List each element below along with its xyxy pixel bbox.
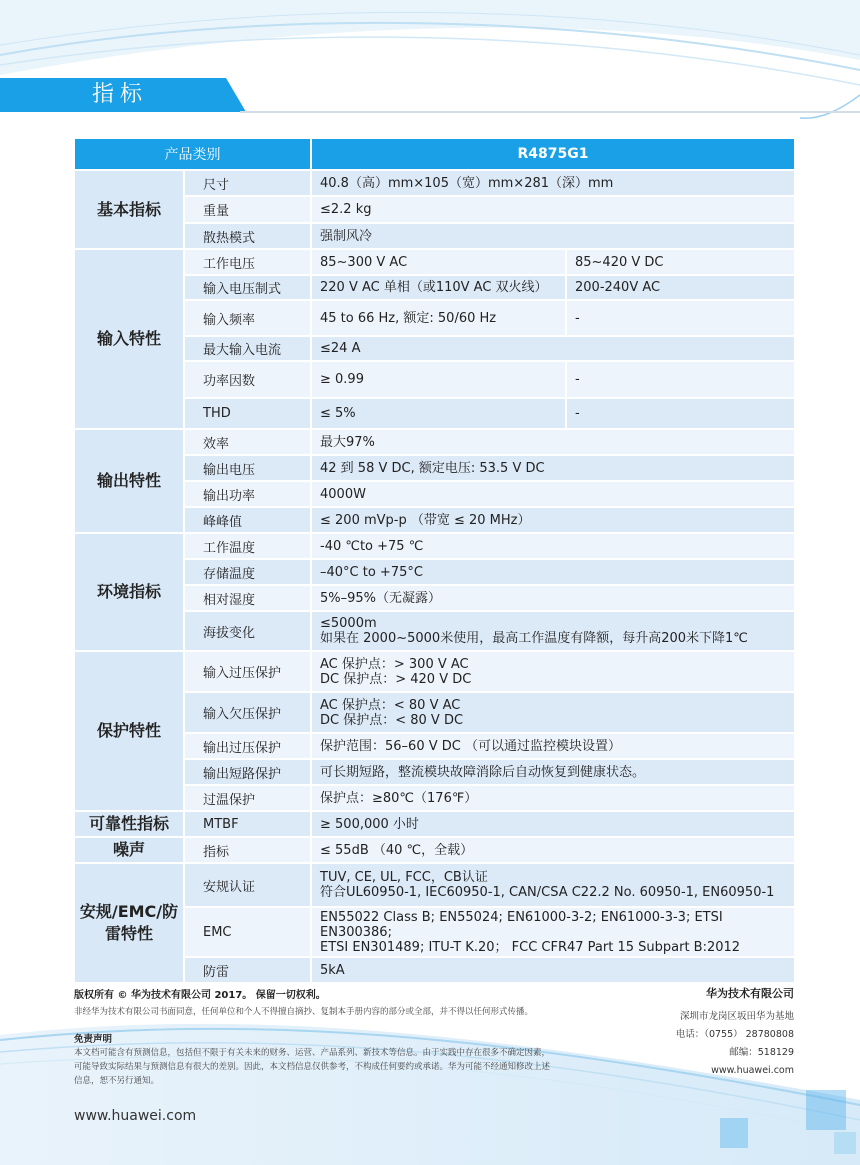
spec-value bbox=[311, 651, 795, 692]
section-title: 指标 bbox=[92, 82, 149, 107]
spec-value-line: DC 保护点：> 420 V DC bbox=[320, 671, 472, 687]
spec-item: 过温保护 bbox=[184, 785, 311, 811]
spec-item: 安规认证 bbox=[184, 863, 311, 907]
spec-value-line: ≤2.2 kg bbox=[320, 202, 372, 217]
spec-item: 防雷 bbox=[184, 957, 311, 983]
spec-value bbox=[311, 481, 795, 507]
spec-value bbox=[311, 361, 566, 398]
spec-item: MTBF bbox=[184, 811, 311, 837]
spec-value-line: -40 ℃to +75 ℃ bbox=[320, 538, 424, 554]
spec-value-line: 5kA bbox=[320, 962, 345, 978]
spec-value bbox=[311, 533, 795, 559]
spec-value bbox=[311, 863, 795, 907]
spec-item: 峰峰值 bbox=[184, 507, 311, 533]
spec-value-line: ETSI EN301489; ITU-T K.20； FCC CFR47 Part 15 Subpart B:2012 bbox=[320, 939, 741, 955]
category-label: 环境指标 bbox=[74, 533, 184, 651]
table-row bbox=[74, 837, 795, 863]
spec-value-line: EN55022 Class B; EN55024; EN61000-3-2; EN61000-3-3; ETSI EN300386; bbox=[320, 909, 723, 940]
company-name: 华为技术有限公司 bbox=[706, 987, 794, 1000]
spec-value bbox=[311, 759, 795, 785]
disclaimer-line: 本文档可能含有预测信息，包括但不限于有关未来的财务、运营、产品系列、新技术等信息。由于实践中存在很多不确定因素， bbox=[74, 1048, 551, 1058]
table-row bbox=[74, 863, 795, 907]
spec-value-line: 42 到 58 V DC, 额定电压: 53.5 V DC bbox=[320, 460, 545, 476]
spec-value bbox=[311, 907, 795, 957]
spec-item: 相对湿度 bbox=[184, 585, 311, 611]
spec-value bbox=[311, 559, 795, 585]
disclaimer-title: 免责声明 bbox=[74, 1034, 113, 1045]
spec-table-header bbox=[74, 138, 795, 170]
spec-item: THD bbox=[184, 398, 311, 429]
spec-item: 输入过压保护 bbox=[184, 651, 311, 692]
spec-value-line: ≤ 55dB （40 ℃，全载） bbox=[320, 842, 474, 858]
company-website[interactable]: www.huawei.com bbox=[711, 1065, 794, 1076]
spec-value bbox=[311, 300, 566, 336]
spec-value bbox=[311, 275, 566, 300]
disclaimer-line: 可能导致实际结果与预测信息有很大的差别。因此，本文档信息仅供参考，不构成任何要约或承诺。华为可能不经通知修改上述 bbox=[74, 1062, 551, 1072]
category-label: 可靠性指标 bbox=[74, 811, 184, 837]
spec-value bbox=[311, 398, 566, 429]
spec-value-line: 最大97% bbox=[320, 434, 375, 450]
spec-item: 输出电压 bbox=[184, 455, 311, 481]
spec-item: 输出短路保护 bbox=[184, 759, 311, 785]
disclaimer-line: 信息，恕不另行通知。 bbox=[74, 1076, 160, 1086]
spec-value-line: 可长期短路，整流模块故障消除后自动恢复到健康状态。 bbox=[320, 764, 646, 780]
table-row bbox=[74, 170, 795, 196]
spec-value-line: 85~300 V AC bbox=[320, 254, 408, 270]
spec-item: 海拔变化 bbox=[184, 611, 311, 651]
spec-value-line: ≤5000m bbox=[320, 616, 377, 631]
spec-value-alt: - bbox=[566, 300, 795, 336]
company-contact bbox=[676, 1008, 794, 1080]
spec-value-alt: 85~420 V DC bbox=[566, 249, 795, 275]
spec-value-line: 220 V AC 单相（或110V AC 双火线） bbox=[320, 280, 548, 295]
spec-value bbox=[311, 957, 795, 983]
spec-item: EMC bbox=[184, 907, 311, 957]
spec-value-line: DC 保护点：< 80 V DC bbox=[320, 712, 464, 728]
spec-value bbox=[311, 223, 795, 249]
category-label: 输入特性 bbox=[74, 249, 184, 429]
spec-item: 工作电压 bbox=[184, 249, 311, 275]
spec-value bbox=[311, 507, 795, 533]
spec-value bbox=[311, 692, 795, 733]
spec-value-line: AC 保护点：> 300 V AC bbox=[320, 656, 469, 672]
spec-value-line: AC 保护点：< 80 V AC bbox=[320, 697, 461, 713]
spec-item: 最大输入电流 bbox=[184, 336, 311, 361]
spec-item: 工作温度 bbox=[184, 533, 311, 559]
spec-item: 存储温度 bbox=[184, 559, 311, 585]
spec-table-body bbox=[74, 170, 795, 983]
spec-value-line: 4000W bbox=[320, 486, 366, 502]
category-label: 输出特性 bbox=[74, 429, 184, 533]
table-row bbox=[74, 533, 795, 559]
spec-value-line: TUV, CE, UL, FCC，CB认证 bbox=[320, 870, 488, 885]
spec-item: 效率 bbox=[184, 429, 311, 455]
spec-item: 重量 bbox=[184, 196, 311, 223]
spec-value-line: 强制风冷 bbox=[320, 228, 373, 244]
spec-value-line: 45 to 66 Hz, 额定: 50/60 Hz bbox=[320, 310, 497, 326]
spec-value bbox=[311, 455, 795, 481]
spec-value bbox=[311, 585, 795, 611]
spec-value-line: 符合UL60950-1, IEC60950-1, CAN/CSA C22.2 No. 60950-1, EN60950-1 bbox=[320, 885, 775, 900]
spec-value-line: 5%–95%（无凝露） bbox=[320, 590, 442, 606]
category-label: 保护特性 bbox=[74, 651, 184, 811]
spec-value bbox=[311, 249, 566, 275]
website-link[interactable]: www.huawei.com bbox=[74, 1108, 197, 1124]
spec-value-line: –40°C to +75°C bbox=[320, 564, 423, 580]
spec-item: 功率因数 bbox=[184, 361, 311, 398]
disclaimer-text bbox=[74, 1046, 614, 1088]
spec-value-alt: - bbox=[566, 398, 795, 429]
table-row bbox=[74, 429, 795, 455]
spec-value bbox=[311, 196, 795, 223]
spec-value bbox=[311, 429, 795, 455]
section-title-divider bbox=[240, 111, 860, 113]
category-label: 基本指标 bbox=[74, 170, 184, 249]
spec-item: 输出过压保护 bbox=[184, 733, 311, 759]
spec-value-line: 如果在 2000~5000米使用，最高工作温度有降额，每升高200米下降1℃ bbox=[320, 631, 748, 646]
spec-item: 散热模式 bbox=[184, 223, 311, 249]
spec-item: 尺寸 bbox=[184, 170, 311, 196]
spec-value bbox=[311, 170, 795, 196]
spec-value bbox=[311, 811, 795, 837]
table-row bbox=[74, 811, 795, 837]
spec-item: 输入电压制式 bbox=[184, 275, 311, 300]
spec-value-line: 40.8（高）mm×105（宽）mm×281（深）mm bbox=[320, 175, 614, 191]
spec-item: 输入欠压保护 bbox=[184, 692, 311, 733]
spec-value-alt: - bbox=[566, 361, 795, 398]
table-row bbox=[74, 651, 795, 692]
spec-item: 输出功率 bbox=[184, 481, 311, 507]
spec-item: 输入频率 bbox=[184, 300, 311, 336]
spec-value bbox=[311, 785, 795, 811]
spec-value-line: ≤ 5% bbox=[320, 406, 356, 421]
copy-notice: 非经华为技术有限公司书面同意，任何单位和个人不得擅自摘抄、复制本手册内容的部分或全部，并不得以任何形式传播。 bbox=[74, 1007, 534, 1017]
spec-value-line: 保护范围：56–60 V DC （可以通过监控模块设置） bbox=[320, 738, 621, 754]
company-phone: 电话：（0755） 28780808 bbox=[675, 1029, 794, 1040]
spec-value-line: ≤24 A bbox=[320, 341, 361, 356]
company-postcode: 邮编：518129 bbox=[729, 1047, 794, 1058]
copyright: 版权所有 © 华为技术有限公司 2017。 保留一切权利。 bbox=[74, 990, 326, 1001]
spec-value bbox=[311, 837, 795, 863]
spec-value bbox=[311, 733, 795, 759]
spec-value bbox=[311, 336, 795, 361]
spec-value-line: ≥ 0.99 bbox=[320, 372, 364, 387]
spec-item: 指标 bbox=[184, 837, 311, 863]
spec-value-line: 保护点：≥80℃（176℉） bbox=[320, 790, 478, 806]
spec-value-line: ≤ 200 mVp-p （带宽 ≤ 20 MHz） bbox=[320, 512, 531, 528]
table-row bbox=[74, 249, 795, 275]
header-model: R4875G1 bbox=[311, 138, 795, 170]
category-label: 安规/EMC/防雷特性 bbox=[74, 863, 184, 983]
spec-value-line: ≥ 500,000 小时 bbox=[320, 816, 419, 832]
header-category: 产品类别 bbox=[74, 138, 311, 170]
category-label: 噪声 bbox=[74, 837, 184, 863]
spec-value bbox=[311, 611, 795, 651]
company-address: 深圳市龙岗区坂田华为基地 bbox=[679, 1011, 794, 1022]
spec-table bbox=[73, 137, 796, 984]
spec-value-alt: 200-240V AC bbox=[566, 275, 795, 300]
